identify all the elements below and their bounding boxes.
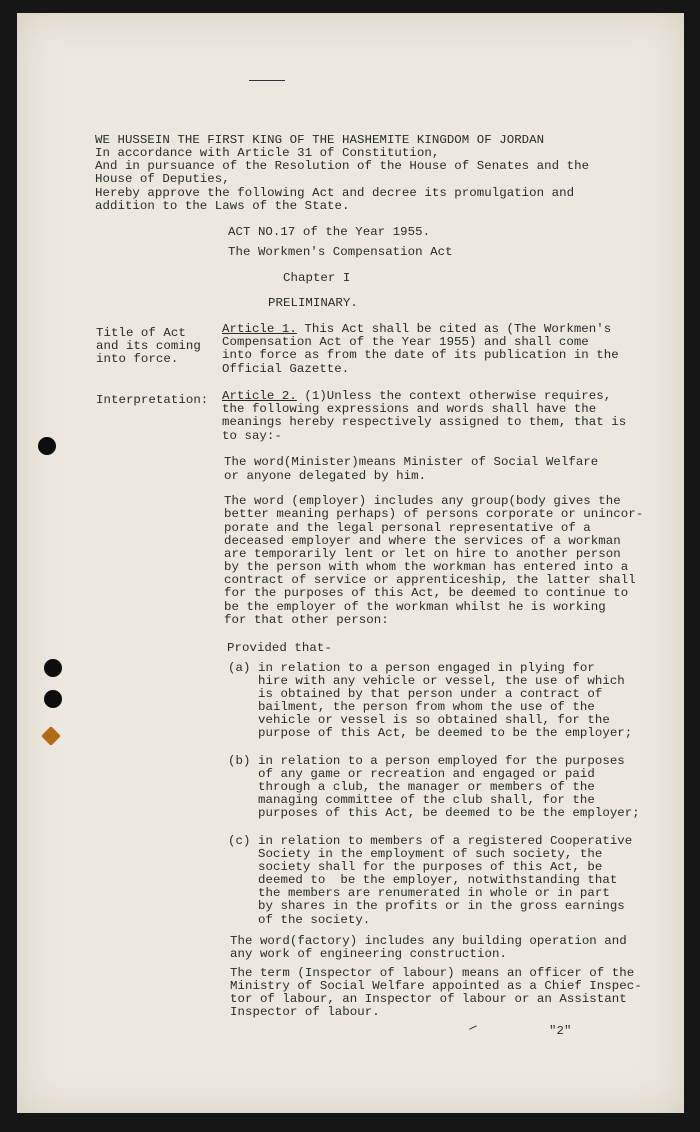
article2-line: the following expressions and words shall have the: [222, 402, 597, 416]
employer-definition-line: be the employer of the workman whilst he is working: [224, 600, 606, 614]
clause-a-line: in relation to a person engaged in plying for: [258, 661, 595, 675]
preamble-line: And in pursuance of the Resolution of the House of Senates and the: [95, 159, 590, 173]
top-mark: [249, 80, 285, 81]
page-number: "2": [549, 1024, 572, 1038]
clause-c-line: deemed to be the employer, notwithstanding that: [258, 873, 618, 887]
article1-line: Official Gazette.: [222, 362, 350, 376]
clause-c-label: (c): [228, 834, 251, 848]
clause-c-line: society shall for the purposes of this Act, be: [258, 860, 603, 874]
article1-margin-note: Title of Act: [96, 326, 186, 340]
chapter-title: PRELIMINARY.: [268, 296, 358, 310]
clause-b-line: through a club, the manager or members of the: [258, 780, 595, 794]
clause-c-line: the members are renumerated in whole or in part: [258, 886, 610, 900]
employer-definition-line: better meaning perhaps) of persons corporate or unincor-: [224, 507, 644, 521]
document-page: [17, 13, 684, 1113]
clause-a-line: is obtained by that person under a contract of: [258, 687, 603, 701]
inspector-definition-line: The term (Inspector of labour) means an officer of the: [230, 966, 635, 980]
clause-b-line: managing committee of the club shall, for the: [258, 793, 595, 807]
article2-first-line: (1)Unless the context otherwise requires,: [296, 389, 612, 403]
employer-definition-line: contract of service or apprenticeship, the latter shall: [224, 573, 636, 587]
clause-b-label: (b): [228, 754, 251, 768]
minister-definition-line: The word(Minister)means Minister of Social Welfare: [224, 455, 599, 469]
minister-definition-line: or anyone delegated by him.: [224, 469, 427, 483]
preamble-line: WE HUSSEIN THE FIRST KING OF THE HASHEMITE KINGDOM OF JORDAN: [95, 133, 545, 147]
employer-definition-line: for the purposes of this Act, be deemed to continue to: [224, 586, 629, 600]
binder-hole: [44, 690, 62, 708]
article2-line: meanings hereby respectively assigned to them, that is: [222, 415, 627, 429]
clause-b-line: purposes of this Act, be deemed to be the employer;: [258, 806, 640, 820]
provided-heading: Provided that-: [227, 641, 332, 655]
chapter-heading: Chapter I: [283, 271, 351, 285]
preamble-line: addition to the Laws of the State.: [95, 199, 350, 213]
preamble-line: In accordance with Article 31 of Constitution,: [95, 146, 440, 160]
employer-definition-line: are temporarily lent or let on hire to another person: [224, 547, 621, 561]
article1-margin-note: into force.: [96, 352, 179, 366]
employer-definition-line: porate and the legal personal representative of a: [224, 521, 591, 535]
clause-b-line: in relation to a person employed for the purposes: [258, 754, 625, 768]
article1-line: into force as from the date of its publication in the: [222, 348, 619, 362]
factory-definition-line: any work of engineering construction.: [230, 947, 507, 961]
clause-a-line: hire with any vehicle or vessel, the use of which: [258, 674, 625, 688]
clause-c-line: Society in the employment of such society, the: [258, 847, 603, 861]
inspector-definition-line: tor of labour, an Inspector of labour or an Assistant: [230, 992, 627, 1006]
preamble-line: House of Deputies,: [95, 172, 230, 186]
article1-margin-note: and its coming: [96, 339, 201, 353]
act-title: The Workmen's Compensation Act: [228, 245, 453, 259]
pen-mark: [469, 1025, 477, 1029]
article2-margin-note: Interpretation:: [96, 393, 209, 407]
clause-c-line: of the society.: [258, 913, 371, 927]
binder-hole: [38, 437, 56, 455]
clause-c-line: by shares in the profits or in the gross earnings: [258, 899, 625, 913]
article2-line: to say:-: [222, 429, 282, 443]
binder-hole: [44, 659, 62, 677]
preamble-line: Hereby approve the following Act and decree its promulgation and: [95, 186, 575, 200]
clause-a-line: purpose of this Act, be deemed to be the employer;: [258, 726, 633, 740]
clause-a-label: (a): [228, 661, 251, 675]
inspector-definition-line: Ministry of Social Welfare appointed as a Chief Inspec-: [230, 979, 642, 993]
factory-definition-line: The word(factory) includes any building operation and: [230, 934, 627, 948]
act-number: ACT NO.17 of the Year 1955.: [228, 225, 431, 239]
employer-definition-line: by the person with whom the workman has entered into a: [224, 560, 629, 574]
employer-definition-line: deceased employer and where the services of a workman: [224, 534, 621, 548]
article1-first-line: This Act shall be cited as (The Workmen's: [296, 322, 612, 336]
article1-line: Compensation Act of the Year 1955) and shall come: [222, 335, 589, 349]
article2-heading: Article 2.: [222, 389, 297, 403]
clause-b-line: of any game or recreation and engaged or paid: [258, 767, 595, 781]
clause-c-line: in relation to members of a registered Cooperative: [258, 834, 633, 848]
employer-definition-line: The word (employer) includes any group(body gives the: [224, 494, 621, 508]
employer-definition-line: for that other person:: [224, 613, 389, 627]
clause-a-line: bailment, the person from whom the use of the: [258, 700, 595, 714]
inspector-definition-line: Inspector of labour.: [230, 1005, 380, 1019]
clause-a-line: vehicle or vessel is so obtained shall, for the: [258, 713, 610, 727]
article1-heading: Article 1.: [222, 322, 297, 336]
